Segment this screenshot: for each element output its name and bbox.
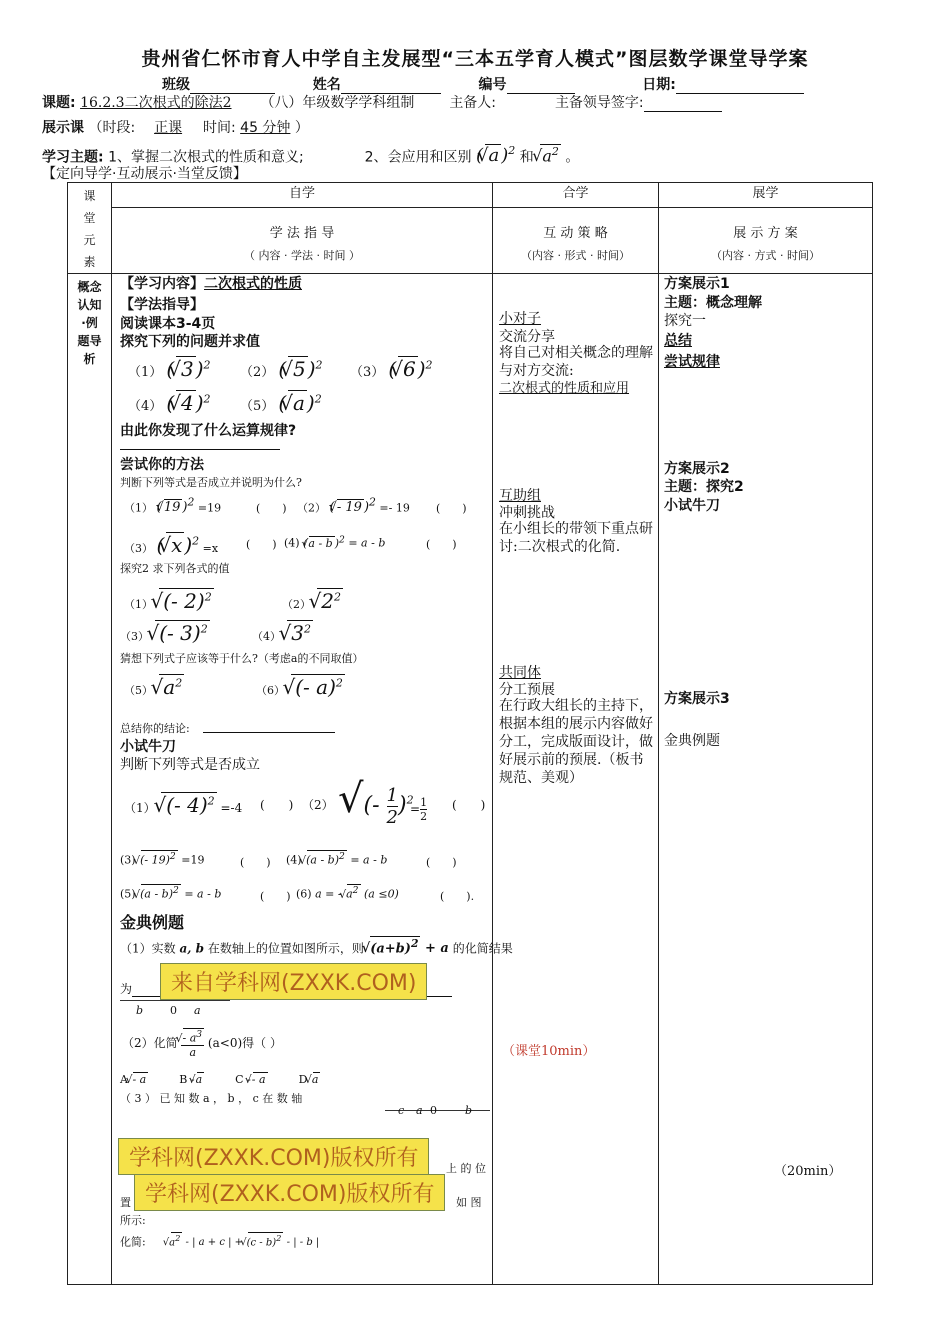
- example-2: （2）化简 √ $\frac{- a^3}{a}$ (a<0)得（ ）: [122, 1028, 282, 1059]
- j4-eq: = a - b: [348, 536, 386, 550]
- q3-value: √ 6: [398, 356, 417, 381]
- trial-1-paren: ( ): [260, 798, 294, 812]
- e5-label: （5）: [124, 684, 153, 697]
- t4-eq: = a - b: [350, 853, 388, 867]
- watermark-1: 来自学科网(ZXXK.COM): [160, 963, 427, 1000]
- option-b: B: [179, 1073, 188, 1086]
- hexue-sub: 互 动 策 略: [543, 225, 608, 241]
- hexue-group-3-a: 分工预展: [499, 682, 555, 698]
- j3-eq: =x: [202, 542, 219, 555]
- t3-label: (3): [120, 853, 136, 867]
- trial-5-paren: ( ): [260, 890, 291, 903]
- trial-6-paren: ( ).: [440, 890, 475, 903]
- plan-2: 方案展示2: [664, 461, 730, 477]
- axis1-label-a: a: [194, 1004, 201, 1017]
- explore-q4: （4） (√ 4 )$^2$: [128, 390, 211, 415]
- t4-value: (a - b): [306, 853, 340, 867]
- theme-formula1: (√ a )$^2$: [476, 145, 515, 166]
- summary-field[interactable]: [203, 732, 335, 733]
- t5-eq: = a - b: [184, 887, 222, 901]
- watermark-2: 学科网(ZXXK.COM)版权所有: [118, 1138, 429, 1175]
- example-3: （ 3 ） 已 知 数 a ， b ， c 在 数 轴: [120, 1092, 303, 1105]
- course-host: 主备人:: [449, 95, 497, 111]
- show-time-label: 时间:: [202, 120, 236, 136]
- q3-label: （3）: [350, 365, 385, 380]
- theme-label: 学习主题:: [42, 149, 104, 166]
- q1-label: （1）: [128, 365, 163, 380]
- hexue-group-1-a: 交流分享: [499, 329, 555, 345]
- theme-item1: 1、掌握二次根式的性质和意义;: [108, 149, 304, 166]
- j4-label: (4): [284, 536, 300, 550]
- t3-value: (- 19): [140, 853, 170, 867]
- e1-label: （1）: [124, 598, 153, 611]
- course-grade: （八）年级数学学科组制: [260, 95, 415, 111]
- ex2-text2: (a<0)得（ ）: [207, 1035, 282, 1050]
- q2-value: √ 5: [288, 356, 307, 381]
- hexue-group-2-a: 冲刺挑战: [499, 505, 555, 521]
- axis2-label-b: b: [465, 1104, 473, 1117]
- option-c: C: [235, 1073, 244, 1086]
- date-label: 日期:: [642, 77, 676, 93]
- axis2-label-c: c: [398, 1104, 405, 1117]
- explore2-text: 探究2 求下列各式的值: [120, 562, 230, 575]
- axis1-label-b: b: [136, 1004, 144, 1017]
- zhanxue-body-cell: [659, 274, 873, 1285]
- zixue-subheader: [112, 207, 493, 273]
- explore-q3: （3） (√ 6 )$^2$: [350, 356, 433, 381]
- t6-label: (6): [296, 887, 312, 901]
- zhanxue-time: （20min）: [774, 1164, 842, 1179]
- learn-content-label: 【学习内容】: [120, 276, 204, 292]
- example-3-fig: 如 图: [456, 1196, 482, 1209]
- number-axis-1: [120, 1000, 230, 1001]
- q4-value: √ 4: [176, 390, 195, 415]
- method-label: 【学法指导】: [120, 297, 204, 313]
- e4-value: 3: [291, 621, 304, 645]
- ex1-text3: 的化简结果: [452, 941, 513, 956]
- class-label: 班级: [162, 77, 190, 93]
- axis2-label-0: 0: [430, 1104, 437, 1117]
- j2-label: （2）: [297, 501, 326, 515]
- zhanxue-subheader: [659, 207, 873, 273]
- show-period: 正课: [154, 120, 183, 136]
- e3-label: （3）: [120, 630, 149, 643]
- hexue-group-3-b: 在行政大组长的主持下，根据本组的展示内容做好分工，完成版面设计，做好展示前的预展.（板书规范、美观）: [499, 698, 653, 786]
- example-1: （1）实数 a, b 在数轴上的位置如图所示，则 √ $(a+b)^2 + a$ 的化简结果: [120, 936, 513, 956]
- explore-q1: （1） (√ 3 )$^2$: [128, 356, 211, 381]
- ex1-text2: 在数轴上的位置如图所示，则: [207, 941, 364, 956]
- e2-value: 2: [321, 589, 334, 613]
- element-body-cell: [68, 274, 112, 1285]
- hexue-time: （课堂10min）: [502, 1044, 596, 1059]
- theme-end: 。: [565, 149, 580, 166]
- element-header-text: 课堂元素: [83, 189, 96, 269]
- page-title: 贵州省仁怀市育人中学自主发展型“三本五学育人模式”图层数学课堂导学案: [141, 48, 809, 70]
- explore-text: 探究下列的问题并求值: [120, 334, 260, 350]
- judge-3: （3） (√ x )$^2$ =x: [124, 532, 218, 557]
- judge-1: （1） (√ 19 )$^2$ =19: [124, 496, 221, 515]
- number-label: 编号: [478, 77, 507, 93]
- explore-q5: （5） (√ a )$^2$: [240, 390, 322, 415]
- zixue-sub2: （ 内容 · 学法 · 时间 ）: [244, 248, 360, 262]
- t1-eq: =-4: [220, 801, 243, 815]
- judge-1-paren: ( ): [256, 502, 287, 515]
- judge-2: （2） (√ - 19 )$^2$ =- 19: [297, 496, 410, 515]
- j3-label: （3）: [124, 542, 153, 555]
- q1-value: √ 3: [176, 356, 195, 381]
- ex2-text: （2）化简: [122, 1035, 178, 1050]
- t5-value: (a - b): [140, 887, 174, 901]
- t6-cond: (a ≤0): [364, 887, 399, 901]
- plan-2-trial: 小试牛刀: [664, 498, 720, 514]
- column-element-header: [68, 183, 112, 274]
- trial-1: （1） √ (- 4)$^2$ =-4: [124, 792, 242, 817]
- trial-judge: 判断下列等式是否成立: [120, 757, 260, 773]
- hexue-group-1-b: 将自己对相关概念的理解与对方交流:: [499, 345, 653, 379]
- theme-formula2: √ $a^2$: [538, 146, 561, 165]
- name-label: 姓名: [312, 77, 341, 93]
- try-title: 尝试你的方法: [120, 457, 204, 473]
- course-topic: 16.2.3二次根式的除法2: [80, 95, 232, 111]
- trial-2-paren: ( ): [452, 798, 486, 812]
- plan-1-summary: 总结: [664, 333, 692, 349]
- explore-q2: （2） (√ 5 )$^2$: [240, 356, 323, 381]
- zhanxue-sub: 展 示 方 案: [733, 225, 798, 241]
- j1-eq: =19: [197, 501, 222, 515]
- hexue-group-3: 共同体: [499, 665, 541, 681]
- rule-answer-line[interactable]: [120, 449, 280, 450]
- trial-3: (3) √ (- 19)$^2$ =19: [120, 850, 204, 867]
- learn-content: [120, 273, 302, 293]
- element-body-text: 概念认知·例题导析: [77, 280, 102, 366]
- t1-value: (- 4): [166, 793, 208, 817]
- e4-label: （4）: [252, 630, 281, 643]
- q4-label: （4）: [128, 399, 163, 414]
- course-row: [42, 92, 722, 112]
- plan-1-rule: 尝试规律: [664, 354, 720, 370]
- q2-label: （2）: [240, 365, 275, 380]
- show-row: [42, 117, 309, 137]
- zhanxue-sub2: （内容 · 方式 · 时间）: [711, 248, 820, 262]
- hexue-group-1-c: 二次根式的性质和应用: [499, 381, 630, 396]
- axis1-label-0: 0: [170, 1004, 177, 1017]
- zixue-header: 自学: [112, 183, 493, 208]
- e1-value: (- 2): [163, 589, 205, 613]
- judge-4: (4) (√ a - b )$^2$ = a - b: [284, 534, 385, 550]
- e5-value: a: [163, 675, 176, 699]
- t1-label: （1）: [124, 801, 156, 815]
- axis2-label-a: a: [416, 1104, 423, 1117]
- course-leader: 主备领导签字:: [554, 95, 644, 111]
- guide-row: 【定向导学·互动展示·当堂反馈】: [42, 166, 247, 182]
- judge-4-paren: ( ): [426, 538, 457, 551]
- e2-label: （2）: [282, 598, 311, 611]
- explore2-2: （2） √ $2^2$: [282, 588, 343, 613]
- trial-5: (5) √ (a - b)$^2$ = a - b: [120, 884, 221, 901]
- show-label: 展示课: [42, 120, 84, 136]
- hexue-group-1: 小对子: [499, 311, 541, 327]
- judge-text: 判断下列等式是否成立并说明为什么?: [120, 476, 302, 489]
- t2-eq: =: [410, 802, 421, 816]
- trial-2-label: （2）: [302, 798, 334, 812]
- hexue-group-2: 互助组: [499, 488, 541, 504]
- trial-4-paren: ( ): [426, 856, 457, 869]
- plan-3: 方案展示3: [664, 691, 730, 707]
- plan-1: 方案展示1: [664, 276, 730, 292]
- t4-label: (4): [286, 853, 302, 867]
- rule-question: 由此你发现了什么运算规律?: [120, 423, 297, 439]
- show-close: ）: [294, 120, 309, 136]
- theme-and: 和: [519, 149, 534, 166]
- q5-label: （5）: [240, 399, 275, 414]
- explore2-5: （5） √ $a^2$: [124, 674, 184, 699]
- summary-label: 总结你的结论:: [120, 722, 190, 735]
- explore2-4: （4） √ $3^2$: [252, 620, 313, 645]
- hexue-sub2: （内容 · 形式 · 时间）: [521, 248, 630, 262]
- ex1-text: （1）实数: [120, 941, 176, 956]
- ex1-vars: a, b: [179, 941, 204, 956]
- option-a: A: [120, 1073, 128, 1086]
- read-text: 阅读课本3-4页: [120, 316, 216, 332]
- plan-3-example: 金典例题: [664, 733, 720, 749]
- plan-2-theme: 主题：探究2: [664, 479, 744, 495]
- e6-label: （6）: [256, 684, 285, 697]
- plan-1-theme: 主题：概念理解: [664, 295, 762, 311]
- guess-text: 猜想下列式子应该等于什么?（考虑a的不同取值）: [120, 652, 364, 665]
- trial-title: 小试牛刀: [120, 739, 176, 755]
- ex3-simplify-label: 化简:: [120, 1235, 146, 1249]
- trial-4: (4) √ (a - b)$^2$ = a - b: [286, 850, 387, 867]
- hexue-subheader: [493, 207, 659, 273]
- show-time-open: （时段:: [88, 120, 136, 136]
- t3-eq: =19: [181, 853, 205, 867]
- judge-3-paren: ( ): [246, 538, 277, 551]
- j1-label: （1）: [124, 501, 153, 515]
- e6-value: (- a): [295, 675, 336, 699]
- e3-value: (- 3): [159, 621, 201, 645]
- t6-eq: a = -: [315, 887, 342, 901]
- example-3-shown: 所示:: [120, 1214, 146, 1227]
- trial-3-paren: ( ): [240, 856, 271, 869]
- t5-label: (5): [120, 887, 136, 901]
- example-3-wei: 置: [120, 1196, 131, 1209]
- info-row: [162, 74, 804, 94]
- explore2-1: （1） √ (- 2)$^2$: [124, 588, 214, 613]
- hexue-group-2-b: 在小组长的带领下重点研讨:二次根式的化简.: [499, 521, 653, 555]
- learn-content-text: 二次根式的性质: [204, 276, 302, 292]
- option-d: D: [298, 1073, 308, 1086]
- j2-eq: =- 19: [379, 501, 410, 515]
- explore2-6: （6） √ (- a)$^2$: [256, 674, 345, 699]
- trial-6: (6) a = - √ $a^2$ (a ≤0): [296, 884, 399, 901]
- watermark-3: 学科网(ZXXK.COM)版权所有: [134, 1174, 445, 1211]
- trial-2-eq: = $\frac{1}{2}$: [410, 796, 428, 823]
- hexue-header: 合学: [493, 183, 659, 208]
- judge-2-paren: ( ): [436, 502, 467, 515]
- leader-sign-field[interactable]: [644, 97, 722, 112]
- plan-1-explore: 探究一: [664, 313, 706, 329]
- q5-value: √ a: [288, 390, 307, 415]
- zhanxue-header: 展学: [659, 183, 873, 208]
- example-3-pos: 上 的 位: [446, 1162, 486, 1175]
- explore2-3: （3） √ (- 3)$^2$: [120, 620, 210, 645]
- example-2-options: A √ - a B -√ a C -√ - a D √ a: [120, 1072, 320, 1086]
- example-3-simplify: 化简: √ $a^2$ - | a + c | + √ (c - b)$^2$ - | - b |: [120, 1232, 319, 1249]
- show-duration: 45 分钟: [240, 120, 291, 136]
- ex1-wei: 为: [120, 982, 133, 996]
- example-title: 金典例题: [120, 913, 185, 932]
- zixue-sub: 学 法 指 导: [269, 225, 335, 241]
- course-label: 课题:: [42, 95, 76, 111]
- theme-item2: 2、会应用和区别: [364, 149, 472, 166]
- trial-2-formula: √(- $\frac{1}{2}$ )$^2$: [338, 776, 414, 828]
